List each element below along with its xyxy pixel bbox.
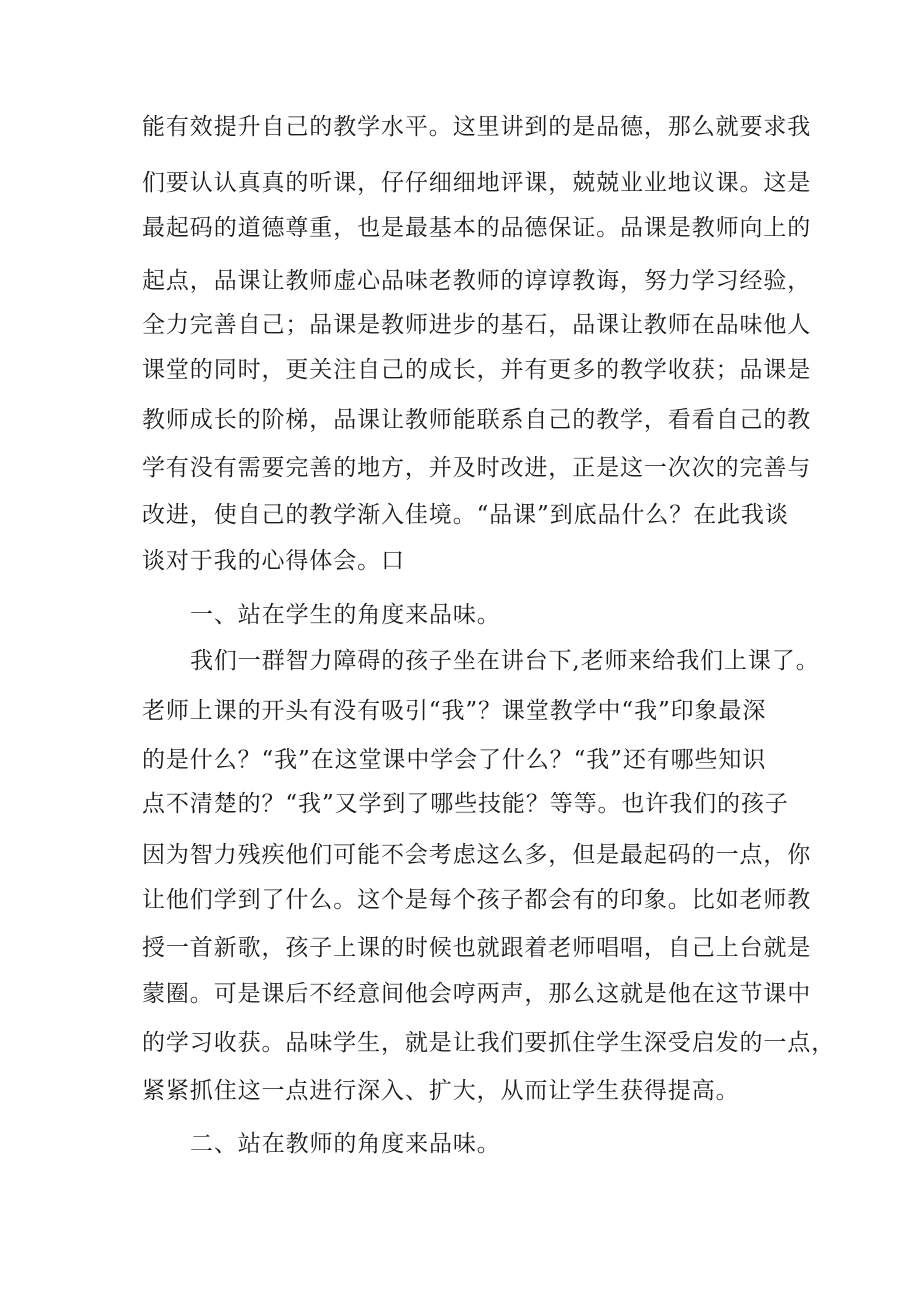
section-heading: 二、站在教师的角度来品味。 bbox=[190, 1131, 501, 1157]
text-line: 教师成长的阶梯，品课让教师能联系自己的教学，看看自己的教 bbox=[142, 407, 812, 433]
text-line: 谈对于我的心得体会。口 bbox=[142, 548, 405, 574]
text-line: 起点，品课让教师虚心品味老教师的谆谆教诲，努力学习经验， bbox=[142, 268, 812, 294]
text-line: 我们一群智力障碍的孩子坐在讲台下,老师来给我们上课了。 bbox=[190, 648, 820, 674]
text-line: 全力完善自己；品课是教师进步的基石，品课让教师在品味他人 bbox=[142, 312, 812, 338]
text-line: 让他们学到了什么。这个是每个孩子都会有的印象。比如老师教 bbox=[142, 887, 812, 913]
text-line: 的是什么？“我”在这堂课中学会了什么？“我”还有哪些知识 bbox=[142, 747, 767, 773]
text-line: 点不清楚的？“我”又学到了哪些技能？等等。也许我们的孩子 bbox=[142, 791, 789, 817]
section-heading: 一、站在学生的角度来品味。 bbox=[190, 602, 501, 628]
text-line: 课堂的同时，更关注自己的成长，并有更多的教学收获；品课是 bbox=[142, 357, 812, 383]
text-line: 学有没有需要完善的地方，并及时改进，正是这一次次的完善与 bbox=[142, 455, 812, 481]
text-line: 们要认认真真的听课，仔仔细细地评课，兢兢业业地议课。这是 bbox=[142, 170, 812, 196]
text-line: 老师上课的开头有没有吸引“我”？课堂教学中“我”印象最深 bbox=[142, 698, 767, 724]
text-line: 最起码的道德尊重，也是最基本的品德保证。品课是教师向上的 bbox=[142, 215, 812, 241]
text-line: 蒙圈。可是课后不经意间他会哼两声，那么这就是他在这节课中 bbox=[142, 981, 812, 1007]
text-line: 改进，使自己的教学渐入佳境。“品课”到底品什么？在此我谈 bbox=[142, 502, 789, 528]
text-line: 授一首新歌，孩子上课的时候也就跟着老师唱唱，自己上台就是 bbox=[142, 935, 812, 961]
text-line: 能有效提升自己的教学水平。这里讲到的是品德，那么就要求我 bbox=[142, 114, 812, 140]
text-line: 的学习收获。品味学生，就是让我们要抓住学生深受启发的一点， bbox=[142, 1030, 836, 1056]
text-line: 因为智力残疾他们可能不会考虑这么多，但是最起码的一点，你 bbox=[142, 842, 812, 868]
text-line: 紧紧抓住这一点进行深入、扩大，从而让学生获得提高。 bbox=[142, 1078, 740, 1104]
